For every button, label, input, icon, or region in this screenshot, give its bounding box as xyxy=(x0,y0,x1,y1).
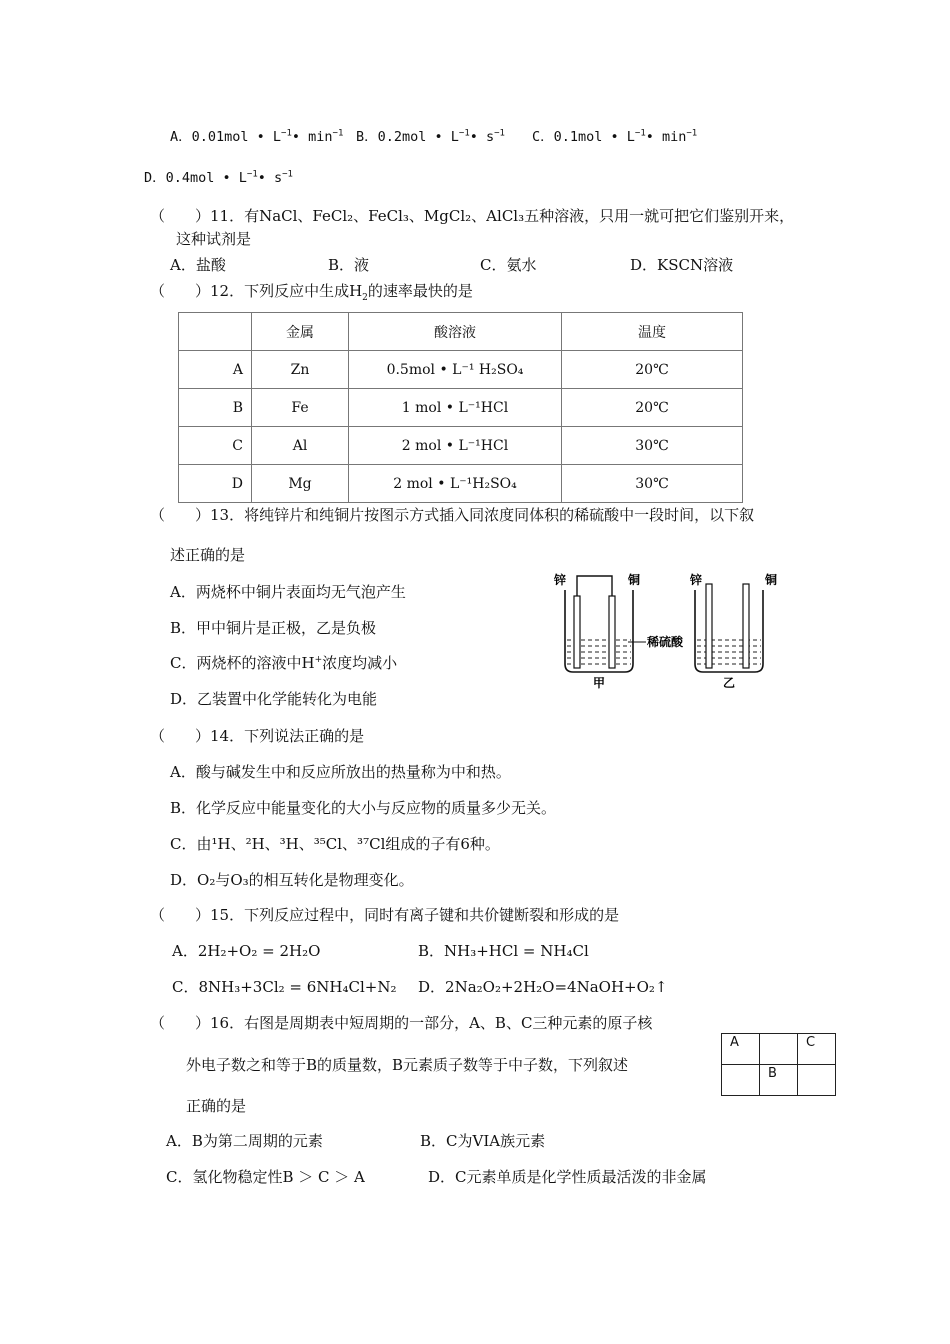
q15-stem: （ ）15．下列反应过程中，同时有离子键和共价键断裂和形成的是 xyxy=(150,906,620,924)
table-row xyxy=(179,351,743,389)
table-header-cell: 金属 xyxy=(252,313,349,351)
table-cell: B xyxy=(179,389,252,427)
table-header-cell xyxy=(179,313,252,351)
q16-stem-cont2: 正确的是 xyxy=(186,1097,247,1115)
table-cell: 20℃ xyxy=(562,351,743,389)
q13-option-b: B．甲中铜片是正极，乙是负极 xyxy=(170,619,377,637)
q14-stem: （ ）14．下列说法正确的是 xyxy=(150,727,365,745)
table-cell: 1 mol • L⁻¹HCl xyxy=(349,389,562,427)
q14-option-a: A．酸与碱发生中和反应所放出的热量称为中和热。 xyxy=(170,763,511,781)
label-copper-yi: 铜 xyxy=(765,573,778,587)
table-cell: 2 mol • L⁻¹HCl xyxy=(349,427,562,465)
q12-table xyxy=(178,312,743,503)
label-zinc-jia: 锌 xyxy=(554,573,567,587)
periodic-cell-b: B xyxy=(760,1065,798,1096)
q11-option-c: C．氨水 xyxy=(480,256,537,274)
q13-option-d: D．乙装置中化学能转化为电能 xyxy=(170,690,378,708)
q15-option-a: A．2H₂+O₂ = 2H₂O xyxy=(172,942,321,960)
table-cell: 2 mol • L⁻¹H₂SO₄ xyxy=(349,465,562,503)
table-header-cell: 温度 xyxy=(562,313,743,351)
beaker-jia xyxy=(565,576,633,672)
q10-option-a: A．0.01mol • $L^{-1}•$ $\min^{-1}$ xyxy=(170,128,344,145)
table-row xyxy=(179,465,743,503)
label-acid: 稀硫酸 xyxy=(647,635,684,649)
q12-stem: （ ）12．下列反应中生成$H_2$的速率最快的是 xyxy=(150,282,473,303)
table-cell: Fe xyxy=(252,389,349,427)
table-cell: C xyxy=(179,427,252,465)
table-cell: 0.5mol • L⁻¹ H₂SO₄ xyxy=(349,351,562,389)
table-cell: 30℃ xyxy=(562,465,743,503)
beaker-yi xyxy=(695,584,763,672)
beaker-figure xyxy=(540,562,790,692)
q13-stem-cont: 述正确的是 xyxy=(170,546,246,564)
table-row xyxy=(179,427,743,465)
table-row xyxy=(179,389,743,427)
q16-option-d: D．C元素单质是化学性质最活泼的非金属 xyxy=(428,1168,707,1186)
table-cell: 20℃ xyxy=(562,389,743,427)
q16-option-c: C．氢化物稳定性B ＞ C ＞ A xyxy=(166,1168,365,1186)
q13-option-a: A．两烧杯中铜片表面均无气泡产生 xyxy=(170,583,406,601)
q13-option-c: C．两烧杯的溶液中H+浓度均减小 xyxy=(170,654,398,672)
table-cell: A xyxy=(179,351,252,389)
table-header-cell: 酸溶液 xyxy=(349,313,562,351)
q14-option-d: D．O₂与O₃的相互转化是物理变化。 xyxy=(170,871,414,889)
q15-option-b: B．NH₃+HCl = NH₄Cl xyxy=(418,942,589,960)
q14-option-b: B．化学反应中能量变化的大小与反应物的质量多少无关。 xyxy=(170,799,557,817)
q15-option-d: D．2Na₂O₂+2H₂O=4NaOH+O₂↑ xyxy=(418,978,668,996)
q14-option-c: C．由¹H、²H、³H、³⁵Cl、³⁷Cl组成的子有6种。 xyxy=(170,835,500,853)
q10-option-d: D．0.4mol • $L^{-1}•$ $s^{-1}$ xyxy=(144,169,293,186)
q16-stem: （ ）16．右图是周期表中短周期的一部分，A、B、C三种元素的原子核 xyxy=(150,1014,653,1032)
q15-option-c: C．8NH₃+3Cl₂ = 6NH₄Cl+N₂ xyxy=(172,978,397,996)
table-cell: D xyxy=(179,465,252,503)
periodic-cell xyxy=(798,1065,836,1096)
table-header-row xyxy=(179,313,743,351)
label-jia: 甲 xyxy=(593,676,606,690)
q11-stem: （ ）11．有NaCl、FeCl₂、FeCl₃、MgCl₂、AlCl₃五种溶液，只用一就可把它们鉴别开来， xyxy=(150,207,795,225)
q11-option-d: D．KSCN溶液 xyxy=(630,256,734,274)
label-yi: 乙 xyxy=(723,676,736,690)
q11-stem-cont: 这种试剂是 xyxy=(176,230,252,248)
periodic-cell-a: A xyxy=(722,1034,760,1065)
label-zinc-yi: 锌 xyxy=(690,573,703,587)
q11-option-b: B．液 xyxy=(328,256,370,274)
periodic-cell xyxy=(760,1034,798,1065)
table-cell: Mg xyxy=(252,465,349,503)
periodic-cell-c: C xyxy=(798,1034,836,1065)
q11-option-a: A．盐酸 xyxy=(170,256,226,274)
periodic-cell xyxy=(722,1065,760,1096)
table-cell: Al xyxy=(252,427,349,465)
q13-stem: （ ）13．将纯锌片和纯铜片按图示方式插入同浓度同体积的稀硫酸中一段时间，以下叙 xyxy=(150,506,755,524)
q10-option-b: B．0.2mol • $L^{-1}•$ $s^{-1}$ xyxy=(356,128,505,145)
label-copper-jia: 铜 xyxy=(628,573,641,587)
q16-option-a: A．B为第二周期的元素 xyxy=(166,1132,323,1150)
table-cell: Zn xyxy=(252,351,349,389)
periodic-table-fragment xyxy=(721,1033,836,1096)
q16-stem-cont: 外电子数之和等于B的质量数，B元素质子数等于中子数，下列叙述 xyxy=(186,1056,629,1074)
q16-option-b: B．C为VIA族元素 xyxy=(420,1132,546,1150)
table-cell: 30℃ xyxy=(562,427,743,465)
q10-option-c: C．0.1mol • $L^{-1}•$ $\min^{-1}$ xyxy=(532,128,698,145)
